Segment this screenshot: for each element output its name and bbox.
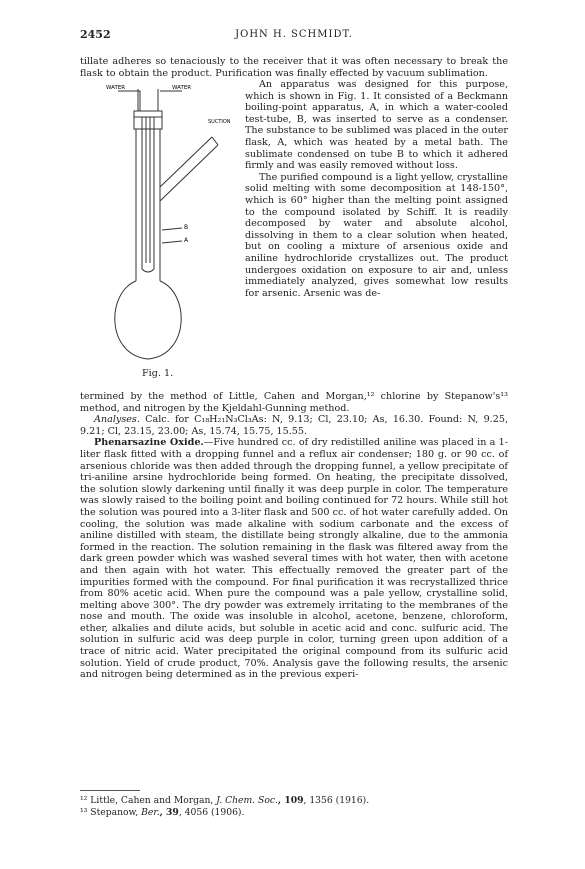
side-paragraph: An apparatus was designed for this purpose, which is shown in Fig. 1. It consisted of a Beckmann boiling-point apparatus, A, in which a water-cooled test-tube, B, was inserted to serve as a condenser. The substance to be sublimed was placed in the outer flask, A, which was heated by a metal bath. The sublimate condensed on tube B to which it adhered firmly and was easily removed without loss. bbox=[245, 79, 508, 172]
analyses-paragraph bbox=[80, 414, 508, 437]
analyses-label: Analyses. bbox=[94, 414, 140, 426]
footnote-12: ¹² Little, Cahen and Morgan, J. Chem. Soc., 109, 1356 (1916). bbox=[80, 795, 370, 806]
figure-caption: Fig. 1. bbox=[142, 368, 174, 379]
section-text: —Five hundred cc. of dry redistilled aniline was placed in a 1-liter flask fitted with a dropping funnel and a reflux air condenser; 180 g. or 90 cc. of arsenious chloride was then added through the dropping funnel, a yellow precipitate of tri-aniline arsine hydrochloride being formed. On heating, the precipitate dissolved, the solution slowly darkening until finally it was deep purple in color. The temperature was slowly raised to the boiling point and boiling continued for 72 hours. While still hot the solution was poured into a 3-liter flask and 500 cc. of hot water carefully added. On cooling, the solution was made alkaline with sodium carbonate and the excess of aniline distilled with steam, the distillate being strongly alkaline, due to the ammonia formed in the reaction. The solution remaining in the flask was filtered away from the dark green powder which was washed several times with hot water, then with acetone and then again with hot water. This effectually removed the greater part of the impurities formed with the compound. For final purification it was recrystallized thrice from 80% acetic acid. When pure the compound was a pale yellow, crystalline solid, melting above 300°. The dry powder was extremely irritating to the membranes of the nose and mouth. The oxide was insoluble in alcohol, acetone, benzene, chloroform, ether, alkalies and dilute acids, but soluble in acetic acid and conc. sulfuric acid. The solution in sulfuric acid was deep purple in color, turning green upon addition of a trace of nitric acid. Water precipitated the original compound from its sulfuric acid solution. Yield of crude product, 70%. Analysis gave the following results, the arsenic and nitrogen being determined as in the previous experi- bbox=[80, 437, 508, 681]
continuation-paragraph: termined by the method of Little, Cahen and Morgan,¹² chlorine by Stepanow's¹³ method, and nitrogen by the Kjeldahl-Gunning method. bbox=[80, 391, 508, 414]
apparatus-figure bbox=[100, 83, 240, 368]
section-heading: Phenarsazine Oxide. bbox=[94, 437, 204, 449]
running-title: JOHN H. SCHMIDT. bbox=[235, 29, 353, 40]
intro-paragraph: tillate adheres so tenaciously to the receiver that it was often necessary to break the flask to obtain the product. Purification was finally effected by vacuum sublimation. bbox=[80, 56, 508, 79]
main-text bbox=[80, 391, 508, 681]
label-b: B bbox=[184, 224, 189, 231]
page-number: 2452 bbox=[80, 28, 111, 41]
suction-label: SUCTION bbox=[208, 119, 231, 125]
water-right-label: WATER bbox=[172, 85, 192, 91]
section-paragraph bbox=[80, 437, 508, 680]
footnote-13: ¹³ Stepanow, Ber., 39, 4056 (1906). bbox=[80, 807, 245, 818]
footnote-rule bbox=[80, 790, 140, 791]
side-paragraph: The purified compound is a light yellow, crystalline solid melting with some decomposition at 148-150°, which is 60° higher than the melting point assigned to the compound isolated by Schiff. It is readily decomposed by water and absolute alcohol, dissolving in them to a clear solution when heated, but on cooling a mixture of arsenious oxide and aniline hydrochloride crystallizes out. The product undergoes oxidation on exposure to air and, unless immediately analyzed, gives somewhat low results for arsenic. Arsenic was de- bbox=[245, 171, 508, 299]
analyses-text: Calc. for C₁₈H₂₁N₃Cl₃As: N, 9.13; Cl, 23.10; As, 16.30. Found: N, 9.25, 9.21; Cl, 23.15, 23.00; As, 15.74, 15.75, 15.55. bbox=[80, 414, 508, 437]
water-left-label: WATER bbox=[106, 85, 126, 91]
page-header bbox=[80, 28, 508, 42]
side-text-column bbox=[245, 79, 508, 299]
label-a: A bbox=[184, 237, 189, 244]
